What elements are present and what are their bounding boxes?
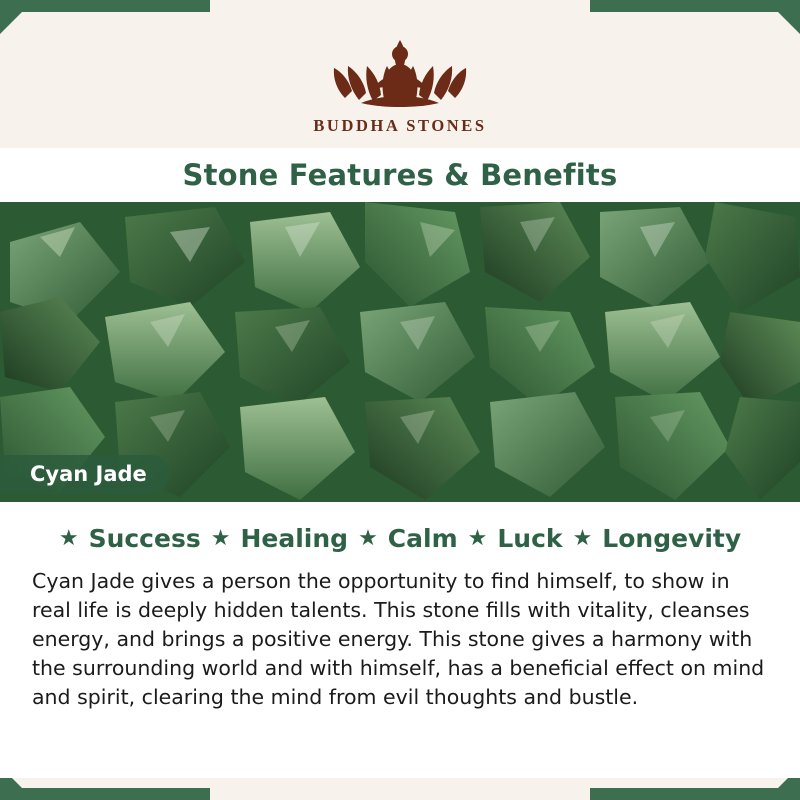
benefit-longevity: Longevity xyxy=(602,524,742,553)
star-icon: ★ xyxy=(467,525,488,551)
star-icon: ★ xyxy=(58,525,79,551)
benefit-success: Success xyxy=(88,524,201,553)
benefit-luck: Luck xyxy=(497,524,563,553)
stone-photo xyxy=(0,202,800,502)
benefit-healing: Healing xyxy=(240,524,349,553)
title-banner xyxy=(0,148,800,202)
star-icon: ★ xyxy=(210,525,231,551)
brand-name: BUDDHA STONES xyxy=(313,116,487,135)
star-icon: ★ xyxy=(572,525,593,551)
description-paragraph: Cyan Jade gives a person the opportunity to find himself, to show in real life is deeply hidden talents. This stone fills with vitality, cleanses energy, and brings a positive energy. This stone gives a harmony with the surrounding world and with himself, has a beneficial effect on mind and spirit, clearing the mind from evil thoughts and bustle. xyxy=(32,569,765,710)
stone-name-caption: Cyan Jade xyxy=(0,455,169,494)
star-icon: ★ xyxy=(358,525,378,551)
content-panel xyxy=(0,502,800,778)
brand-logo-block xyxy=(0,0,800,136)
benefit-calm: Calm xyxy=(387,524,458,553)
lotus-meditation-icon xyxy=(315,24,485,112)
page-title: Stone Features & Benefits xyxy=(182,158,618,192)
benefits-list xyxy=(30,524,770,553)
